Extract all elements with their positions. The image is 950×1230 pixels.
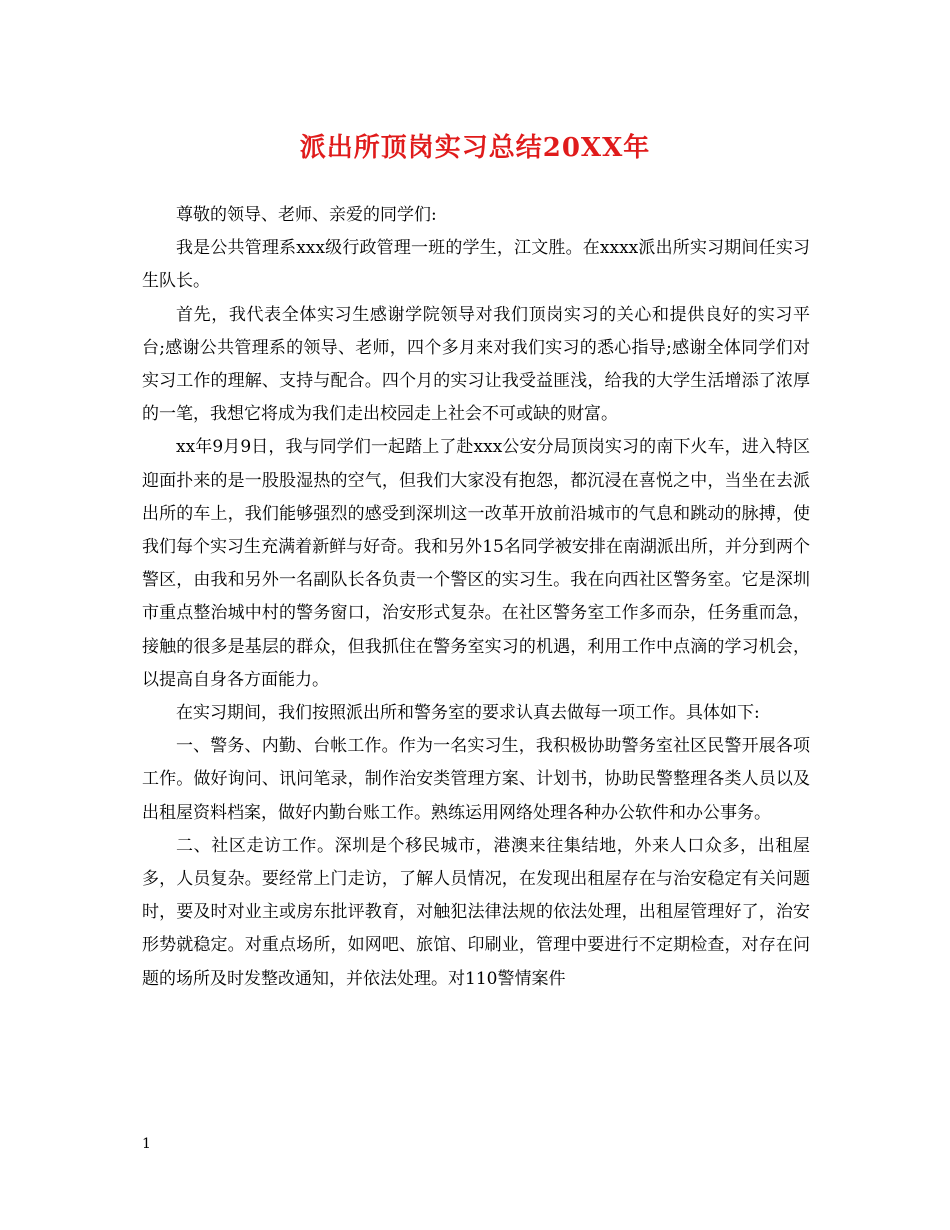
paragraph-intro: 我是公共管理系xxx级行政管理一班的学生，江文胜。在xxxx派出所实习期间任实习生队长。 <box>142 238 810 292</box>
paragraph-item-one: 一、警务、内勤、台帐工作。作为一名实习生，我积极协助警务室社区民警开展各项工作。做好询问、讯问笔录，制作治安类管理方案、计划书，协助民警整理各类人员以及出租屋资料档案，做好内勤台账工作。熟练运用网络处理各种办公软件和办公事务。 <box>142 736 810 823</box>
paragraph-item-two: 二、社区走访工作。深圳是个移民城市，港澳来往集结地，外来人口众多，出租屋多，人员复杂。要经常上门走访，了解人员情况，在发现出租屋存在与治安稳定有关问题时，要及时对业主或房东批评教育，对触犯法律法规的依法处理，出租屋管理好了，治安形势就稳定。对重点场所，如网吧、旅馆、印刷业，管理中要进行不定期检查，对存在问题的场所及时发整改通知，并依法处理。对110警情案件 <box>142 835 810 989</box>
paragraph-work-intro: 在实习期间，我们按照派出所和警务室的要求认真去做每一项工作。具体如下: <box>176 703 760 724</box>
paragraph-arrival: xx年9月9日，我与同学们一起踏上了赴xxx公安分局顶岗实习的南下火车，进入特区迎面扑来的是一股股湿热的空气，但我们大家没有抱怨，都沉浸在喜悦之中，当坐在去派出所的车上，我们能够强烈的感受到深圳这一改革开放前沿城市的气息和跳动的脉搏，使我们每个实习生充满着新鲜与好奇。我和另外15名同学被安排在南湖派出所，并分到两个警区，由我和另外一名副队长各负责一个警区的实习生。我在向西社区警务室。它是深圳市重点整治城中村的警务窗口，治安形式复杂。在社区警务室工作多而杂，任务重而急，接触的很多是基层的群众，但我抓住在警务室实习的机遇，利用工作中点滴的学习机会，以提高自身各方面能力。 <box>142 437 810 690</box>
document-title: 派出所顶岗实习总结20XX年 <box>299 133 651 163</box>
document-body <box>142 199 810 996</box>
salutation: 尊敬的领导、老师、亲爱的同学们: <box>176 205 437 225</box>
page-number: 1 <box>142 1136 151 1152</box>
paragraph-thanks: 首先，我代表全体实习生感谢学院领导对我们顶岗实习的关心和提供良好的实习平台;感谢公共管理系的领导、老师，四个多月来对我们实习的悉心指导;感谢全体同学们对实习工作的理解、支持与配合。四个月的实习让我受益匪浅，给我的大学生活增添了浓厚的一笔，我想它将成为我们走出校园走上社会不可或缺的财富。 <box>142 304 810 425</box>
